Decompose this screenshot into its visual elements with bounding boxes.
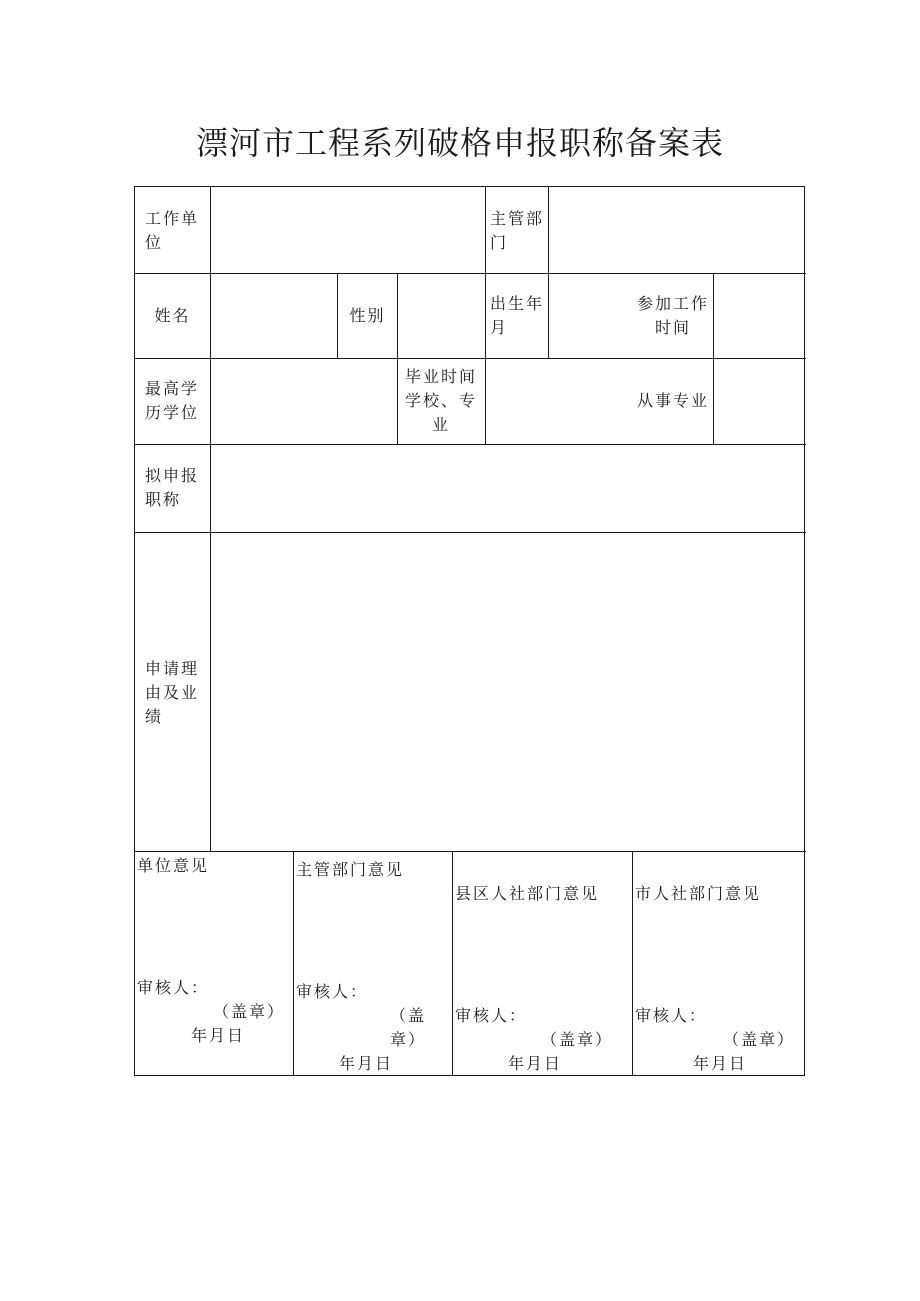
county-opinion-cell[interactable] <box>453 852 632 1076</box>
label-gender: 性别 <box>349 306 386 325</box>
label-education: 最高学历学位 <box>145 379 200 422</box>
supervisor-reviewer-label: 审核人： <box>296 982 369 1001</box>
work-start-field[interactable] <box>714 274 806 358</box>
city-opinion-label: 市人社部门意见 <box>635 884 762 903</box>
city-opinion-cell[interactable] <box>633 852 806 1076</box>
unit-reviewer-label: 审核人： <box>137 978 210 997</box>
page-title: 漂河市工程系列破格申报职称备案表 <box>195 124 724 162</box>
unit-opinion-label: 单位意见 <box>137 856 210 875</box>
birth-field[interactable] <box>549 274 629 358</box>
unit-date-label: 年月日 <box>191 1026 246 1045</box>
county-seal-label: （盖章） <box>540 1030 613 1049</box>
title-applied-field[interactable] <box>211 445 806 532</box>
label-graduation: 毕业时间学校、专业 <box>404 367 477 434</box>
city-date-label: 年月日 <box>693 1054 748 1073</box>
education-field[interactable] <box>211 359 397 444</box>
name-field[interactable] <box>211 274 337 358</box>
gender-field[interactable] <box>398 274 485 358</box>
work-unit-field[interactable] <box>211 187 485 273</box>
unit-opinion-cell[interactable] <box>135 852 293 1076</box>
county-date-label: 年月日 <box>508 1054 563 1073</box>
label-reason: 申请理由及业绩 <box>145 659 200 726</box>
specialty-field[interactable] <box>714 359 806 444</box>
unit-seal-label: （盖章） <box>212 1002 285 1021</box>
supervisor-opinion-cell[interactable] <box>294 852 452 1076</box>
city-seal-label: （盖章） <box>722 1030 795 1049</box>
label-work-start: 参加工作时间 <box>636 294 709 337</box>
supervisor-field[interactable] <box>549 187 806 273</box>
supervisor-opinion-label: 主管部门意见 <box>296 860 405 879</box>
county-opinion-label: 县区人社部门意见 <box>455 884 600 903</box>
supervisor-seal-label: （盖章） <box>389 1006 426 1049</box>
label-title-applied: 拟申报职称 <box>145 466 200 509</box>
city-reviewer-label: 审核人： <box>635 1006 708 1025</box>
label-birth: 出生年月 <box>490 294 545 337</box>
reason-field[interactable] <box>211 533 806 851</box>
label-specialty: 从事专业 <box>636 391 709 410</box>
label-work-unit: 工作单位 <box>145 209 200 252</box>
form-table <box>134 186 805 1076</box>
graduation-field[interactable] <box>486 359 636 444</box>
label-name: 姓名 <box>154 306 191 325</box>
supervisor-date-label: 年月日 <box>339 1054 394 1073</box>
label-supervisor: 主管部门 <box>490 209 545 252</box>
county-reviewer-label: 审核人： <box>455 1006 528 1025</box>
